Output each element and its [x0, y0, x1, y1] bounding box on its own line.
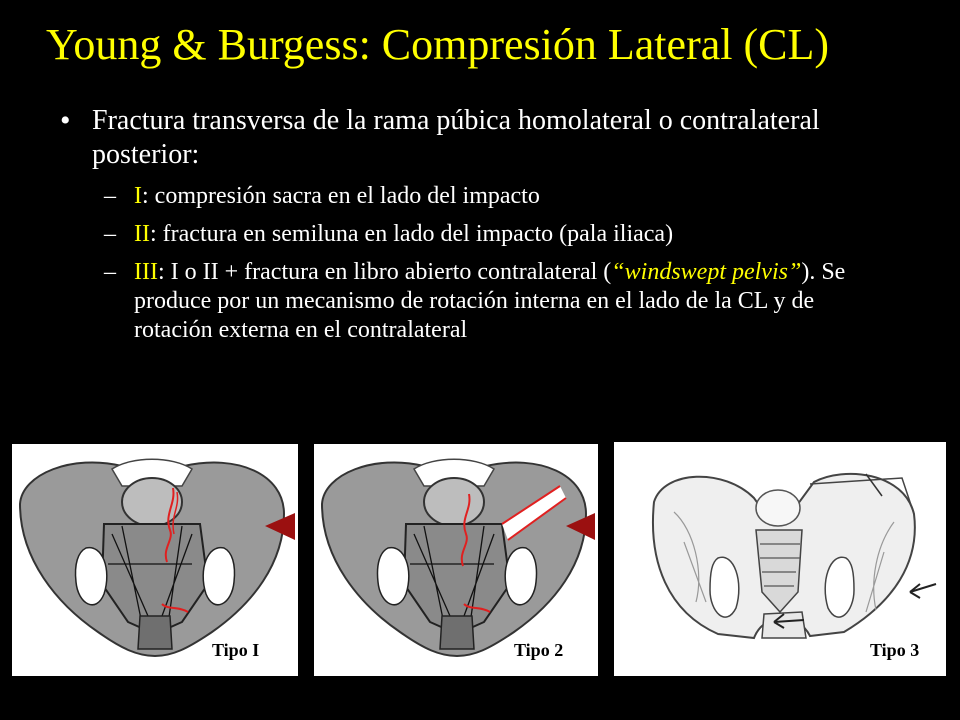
sub-item-i — [104, 182, 920, 211]
sub-dash: – — [104, 183, 116, 209]
sub-item-iii — [104, 258, 920, 345]
sub-item-prefix: I — [134, 183, 142, 209]
bullet-text: Fractura transversa de la rama púbica homolateral o contralateral posterior: — [92, 105, 820, 170]
figure-tipo-1 — [12, 444, 298, 676]
figure-tipo-3 — [614, 442, 946, 676]
bullet-dot: • — [60, 104, 71, 137]
sub-item-prefix: II — [134, 221, 150, 247]
slide-title: Young & Burgess: Compresión Lateral (CL) — [46, 20, 829, 69]
sub-dash: – — [104, 259, 116, 285]
sub-item-prefix: III — [134, 259, 158, 285]
figure-label: Tipo 3 — [870, 640, 920, 660]
windswept-pelvis-quote: “windswept pelvis” — [611, 259, 802, 285]
sub-item-text-b: ). Se produce por un mecanismo de rotación interna en el lado de la CL y de rotación externa en el contralateral — [134, 259, 846, 343]
figure-label: Tipo I — [212, 640, 260, 660]
sub-list — [60, 182, 920, 345]
sub-item-ii — [104, 220, 920, 249]
figure-tipo-2 — [314, 444, 598, 676]
sub-dash: – — [104, 221, 116, 247]
main-bullet — [60, 104, 920, 172]
sub-item-text: : fractura en semiluna en lado del impacto (pala iliaca) — [149, 221, 674, 247]
slide-body — [60, 104, 920, 354]
sub-item-text: : compresión sacra en el lado del impacto — [142, 183, 540, 209]
sub-item-text-a: : I o II + fractura en libro abierto contralateral ( — [157, 259, 612, 285]
figure-label: Tipo 2 — [514, 640, 564, 660]
